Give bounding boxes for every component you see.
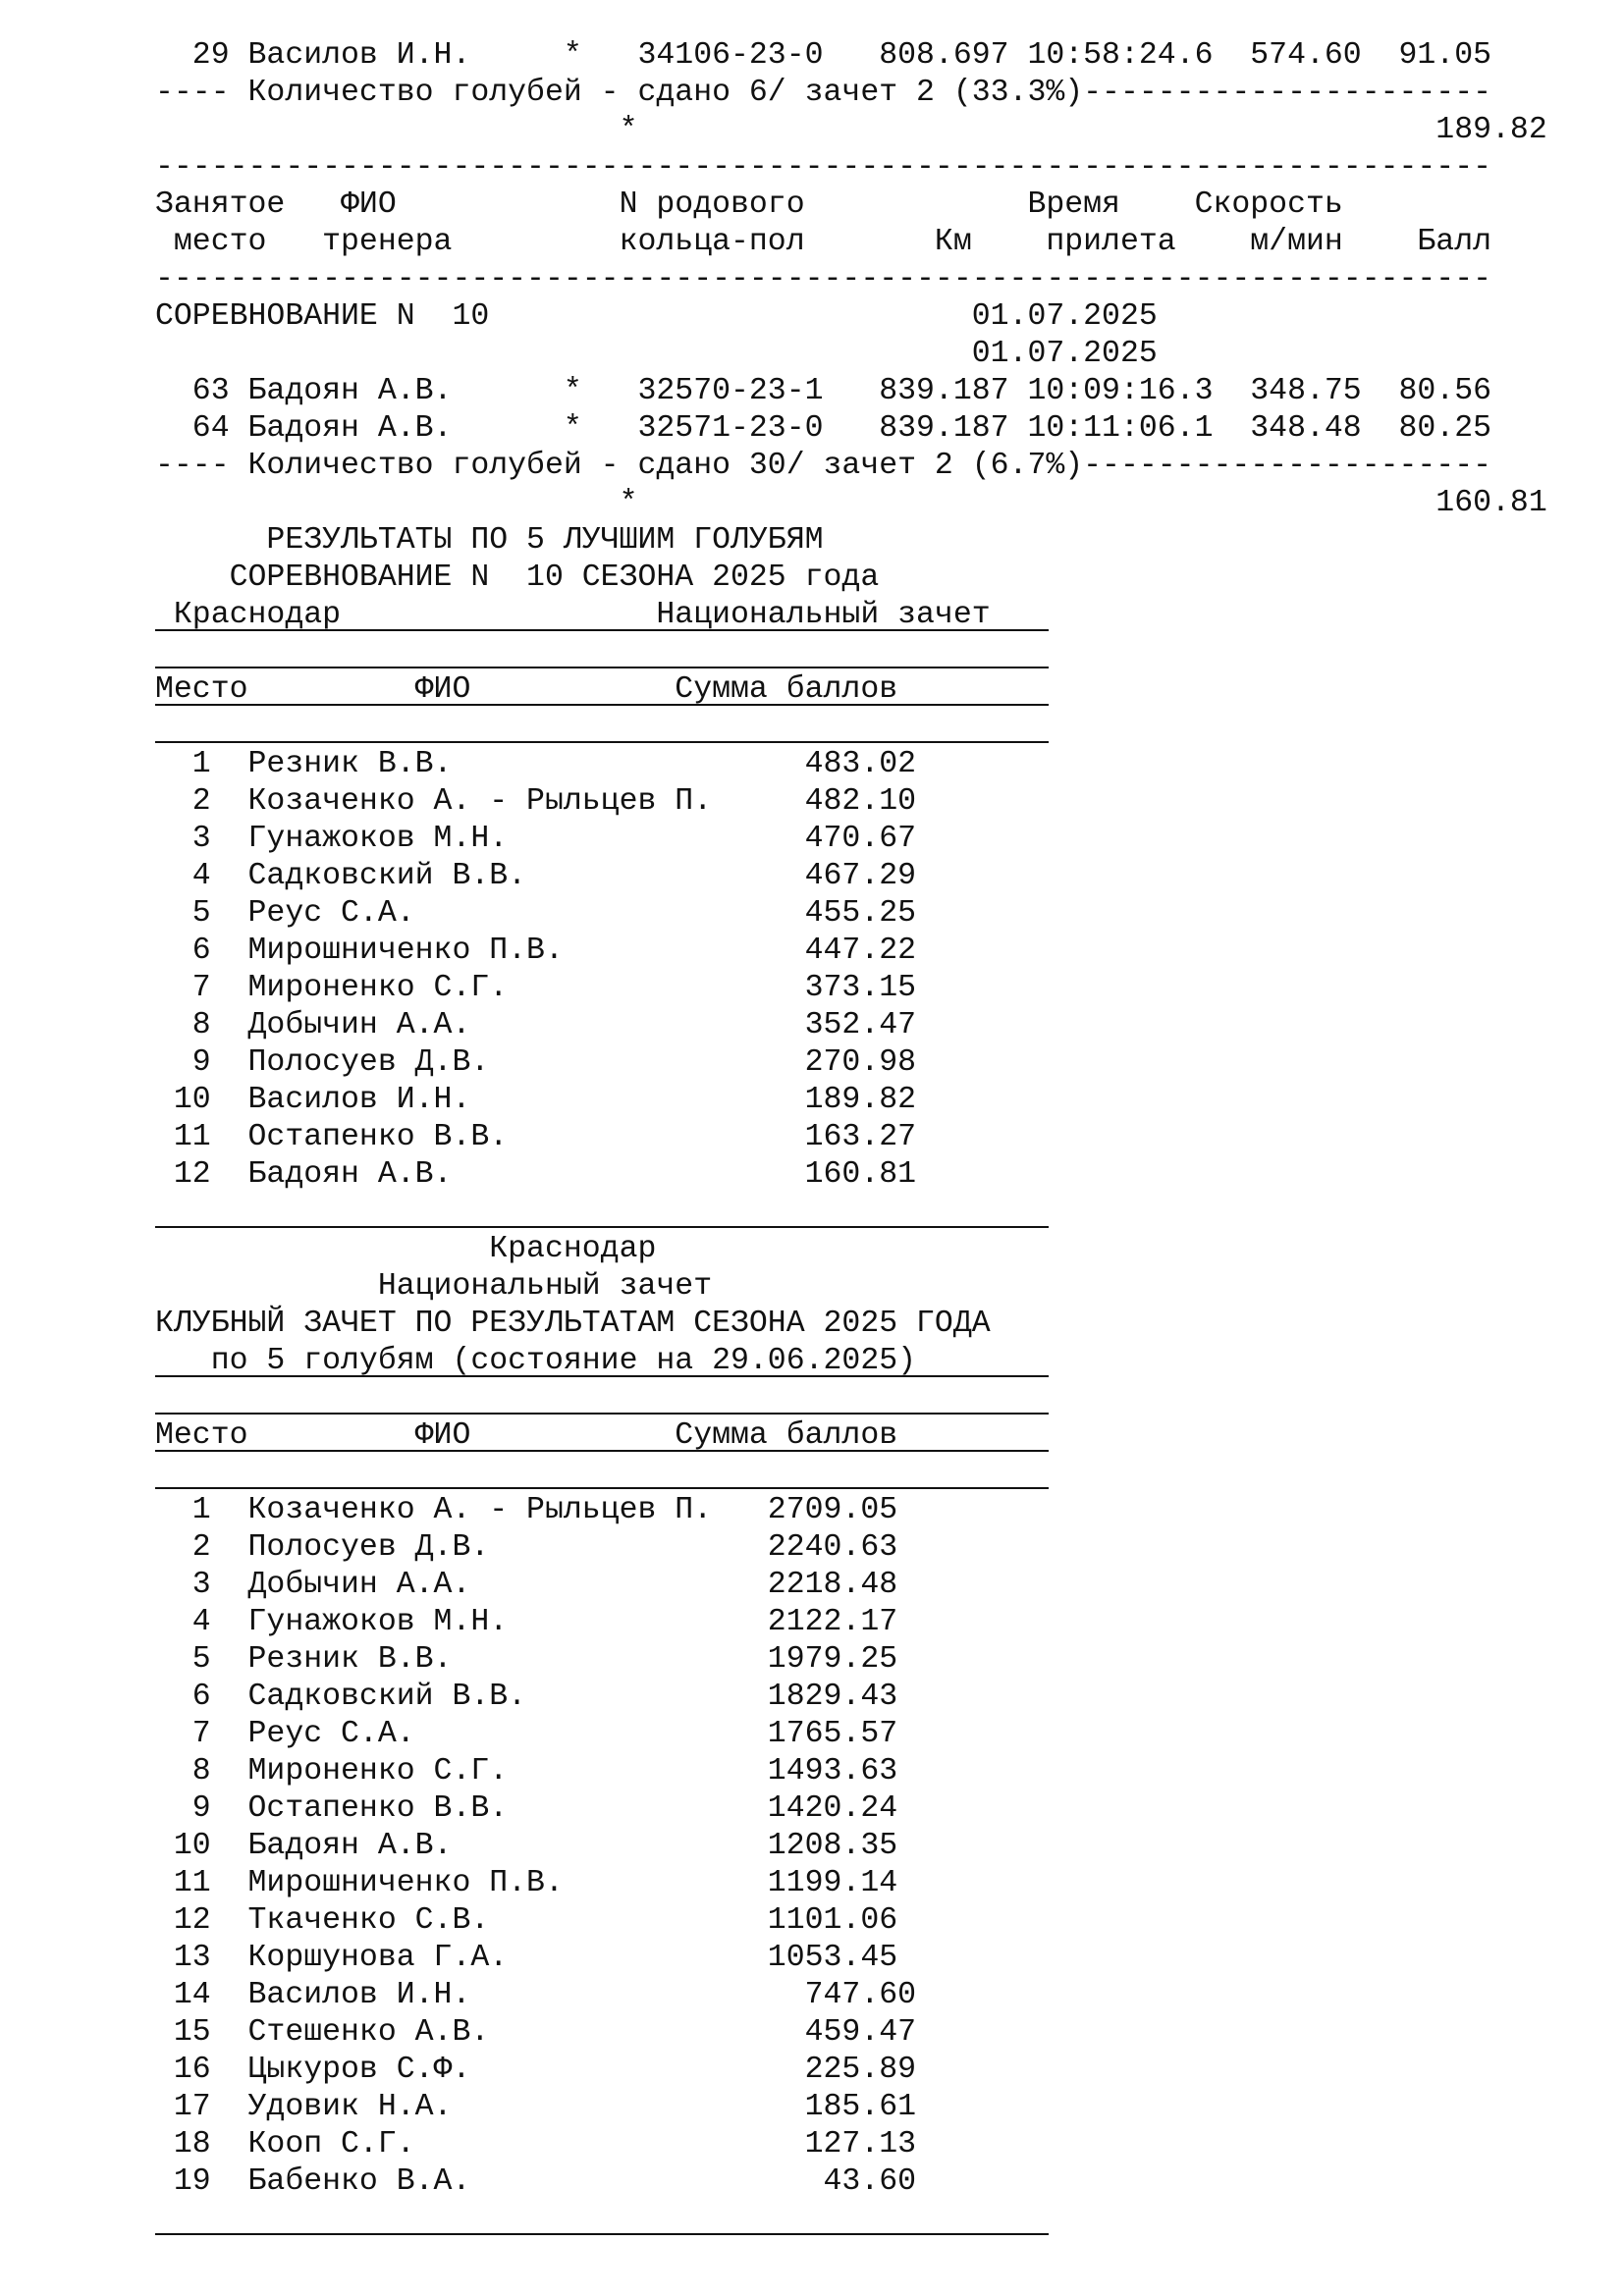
best5-rule-end xyxy=(155,1194,1547,1231)
best5-rule xyxy=(155,709,1547,746)
competition-entry-row: 63 Бадоян А.В. * 32570-23-1 839.187 10:09:16.3 348.75 80.56 xyxy=(155,374,1492,408)
table-row: 7 Мироненко С.Г. 373.15 xyxy=(155,971,917,1005)
table-row: 15 Стешенко А.В. 459.47 xyxy=(155,2015,917,2050)
table-row: 8 Мироненко С.Г. 1493.63 xyxy=(155,1754,898,1789)
header-row-1: Занятое ФИО N родового Время Скорость xyxy=(155,187,1343,222)
competition-total-line: * 160.81 xyxy=(155,486,1547,520)
competition-date: 01.07.2025 xyxy=(155,337,1158,371)
club-rule xyxy=(155,1455,1547,1492)
header-rule-top: ------------------------------------------------------------------------ xyxy=(155,150,1492,185)
prev-total-line: * 189.82 xyxy=(155,113,1547,147)
table-row: 14 Василов И.Н. 747.60 xyxy=(155,1978,917,2012)
table-row: 8 Добычин А.А. 352.47 xyxy=(155,1008,917,1042)
table-row: 18 Кооп С.Г. 127.13 xyxy=(155,2127,917,2162)
competition-title: СОРЕВНОВАНИЕ N 10 01.07.2025 xyxy=(155,299,1158,334)
table-row: 2 Полосуев Д.В. 2240.63 xyxy=(155,1530,898,1565)
header-row-2: место тренера кольца-пол Км прилета м/мин Балл xyxy=(155,225,1492,259)
table-row: 10 Бадоян А.В. 1208.35 xyxy=(155,1829,898,1863)
best5-rule xyxy=(155,634,1547,671)
results-printout xyxy=(155,37,1547,2238)
table-row: 16 Цыкуров С.Ф. 225.89 xyxy=(155,2053,917,2087)
prev-summary-line: ---- Количество голубей - сдано 6/ зачет 2 (33.3%)---------------------- xyxy=(155,76,1492,110)
table-row: 12 Ткаченко С.В. 1101.06 xyxy=(155,1903,898,1938)
table-row: 17 Удовик Н.А. 185.61 xyxy=(155,2090,917,2124)
table-row: 5 Резник В.В. 1979.25 xyxy=(155,1642,898,1677)
table-row: 5 Реус С.А. 455.25 xyxy=(155,896,917,931)
table-row: 12 Бадоян А.В. 160.81 xyxy=(155,1157,917,1192)
table-row: 9 Полосуев Д.В. 270.98 xyxy=(155,1045,917,1080)
table-row: 10 Василов И.Н. 189.82 xyxy=(155,1083,917,1117)
best5-column-header: Место ФИО Сумма баллов xyxy=(155,671,1547,709)
table-row: 4 Садковский В.В. 467.29 xyxy=(155,859,917,893)
table-row: 9 Остапенко В.В. 1420.24 xyxy=(155,1791,898,1826)
competition-summary-line: ---- Количество голубей - сдано 30/ зачет 2 (6.7%)---------------------- xyxy=(155,449,1492,483)
club-heading: КЛУБНЫЙ ЗАЧЕТ ПО РЕЗУЛЬТАТАМ СЕЗОНА 2025 ГОДА xyxy=(155,1307,991,1341)
table-row: 6 Мирошниченко П.В. 447.22 xyxy=(155,934,917,968)
competition-entry-row: 64 Бадоян А.В. * 32571-23-0 839.187 10:11:06.1 348.48 80.25 xyxy=(155,411,1492,446)
best5-location-line: Краснодар Национальный зачет xyxy=(155,597,1547,634)
club-state-line: по 5 голубям (состояние на 29.06.2025) xyxy=(155,1343,1547,1380)
table-row: 11 Остапенко В.В. 163.27 xyxy=(155,1120,917,1154)
table-row: 3 Добычин А.А. 2218.48 xyxy=(155,1568,898,1602)
club-column-header: Место ФИО Сумма баллов xyxy=(155,1417,1547,1455)
prev-entry-row: 29 Василов И.Н. * 34106-23-0 808.697 10:58:24.6 574.60 91.05 xyxy=(155,38,1492,73)
best5-subheading: СОРЕВНОВАНИЕ N 10 СЕЗОНА 2025 года xyxy=(155,561,880,595)
table-row: 13 Коршунова Г.А. 1053.45 xyxy=(155,1941,898,1975)
header-rule-bottom: ------------------------------------------------------------------------ xyxy=(155,262,1492,296)
table-row: 1 Козаченко А. - Рыльцев П. 2709.05 xyxy=(155,1493,898,1527)
table-row: 2 Козаченко А. - Рыльцев П. 482.10 xyxy=(155,784,917,819)
best5-heading: РЕЗУЛЬТАТЫ ПО 5 ЛУЧШИМ ГОЛУБЯМ xyxy=(155,523,824,558)
table-row: 3 Гунажоков М.Н. 470.67 xyxy=(155,822,917,856)
club-rule xyxy=(155,1380,1547,1417)
club-location: Краснодар xyxy=(155,1232,657,1266)
club-rule-end xyxy=(155,2201,1547,2238)
table-row: 11 Мирошниченко П.В. 1199.14 xyxy=(155,1866,898,1900)
table-row: 1 Резник В.В. 483.02 xyxy=(155,747,917,781)
table-row: 6 Садковский В.В. 1829.43 xyxy=(155,1680,898,1714)
club-subheading: Национальный зачет xyxy=(155,1269,713,1304)
table-row: 4 Гунажоков М.Н. 2122.17 xyxy=(155,1605,898,1639)
table-row: 7 Реус С.А. 1765.57 xyxy=(155,1717,898,1751)
table-row: 19 Бабенко В.А. 43.60 xyxy=(155,2164,917,2199)
